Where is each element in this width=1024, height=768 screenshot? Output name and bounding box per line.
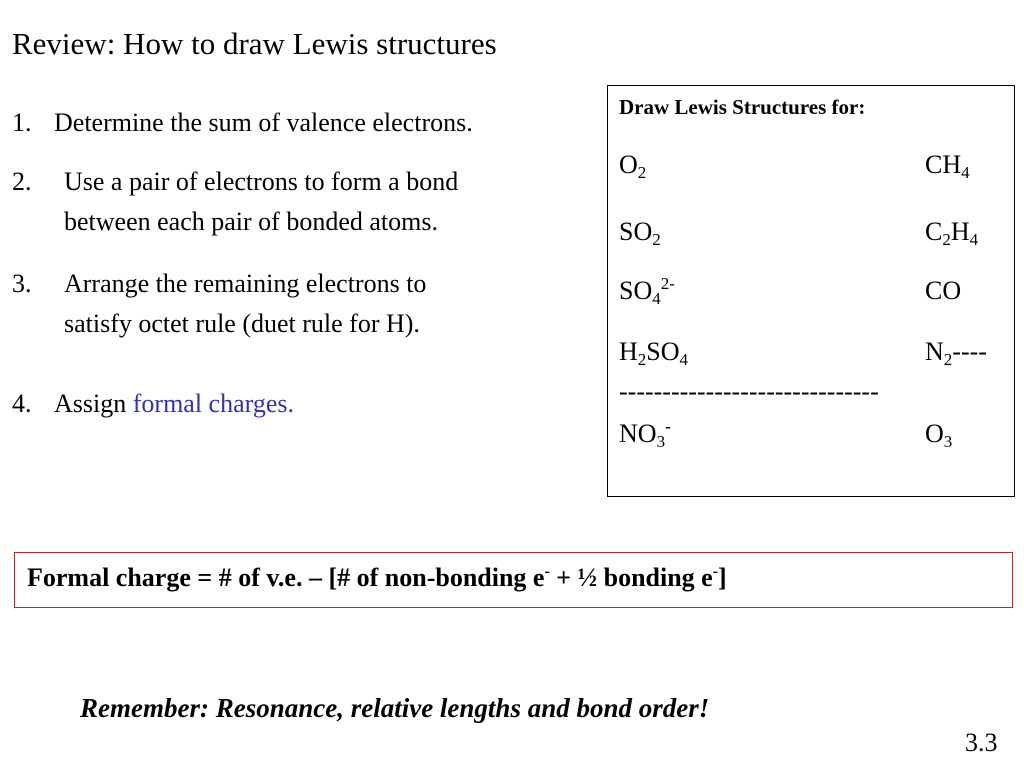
step-text: [54, 384, 294, 424]
molecule-c2h4: $C_2H_4$: [925, 217, 979, 249]
remember-note: Remember: Resonance, relative lengths and bond order!: [80, 693, 710, 723]
step-text-prefix: Assign: [54, 389, 133, 418]
step-text: [64, 162, 458, 242]
step-number: 4.: [12, 389, 32, 418]
molecule-o2: $O_2$: [619, 150, 647, 182]
step-number: 1.: [12, 108, 32, 137]
molecule-so4-2minus: $SO_4^{2-}$: [619, 274, 675, 308]
molecule-h2so4: $H_2SO_4$: [619, 337, 689, 369]
formal-charge-formula: Formal charge = # of v.e. – [# of non-bonding e- + ½ bonding e-]: [27, 563, 727, 592]
dash-separator: ------------------------------: [619, 377, 879, 406]
slide-number: 3.3: [965, 728, 998, 757]
slide-title: Review: How to draw Lewis structures: [12, 26, 497, 61]
step-text: [64, 264, 426, 344]
box-heading: Draw Lewis Structures for:: [619, 95, 866, 119]
molecule-o3: $O_3$: [925, 419, 953, 451]
molecule-no3-minus: $NO_3^-$: [619, 417, 671, 451]
formal-charges-highlight: formal charges.: [132, 389, 294, 418]
molecule-n2: $N_2----$: [925, 337, 987, 369]
step-text-line-1: Arrange the remaining electrons to: [64, 269, 427, 298]
molecule-so2: $SO_2$: [619, 217, 661, 249]
lewis-structures-box: [607, 85, 1015, 497]
molecule-co: CO: [925, 276, 962, 305]
molecule-ch4: $CH_4$: [925, 150, 970, 182]
formal-charge-box: [14, 552, 1013, 608]
step-text-line-1: Use a pair of electrons to form a bond: [64, 167, 459, 196]
step-text-line-2: between each pair of bonded atoms.: [64, 207, 438, 236]
step-number: 3.: [12, 269, 32, 298]
step-text-line-2: satisfy octet rule (duet rule for H).: [64, 309, 420, 338]
step-number: 2.: [12, 167, 32, 196]
step-text: Determine the sum of valence electrons.: [54, 108, 473, 137]
